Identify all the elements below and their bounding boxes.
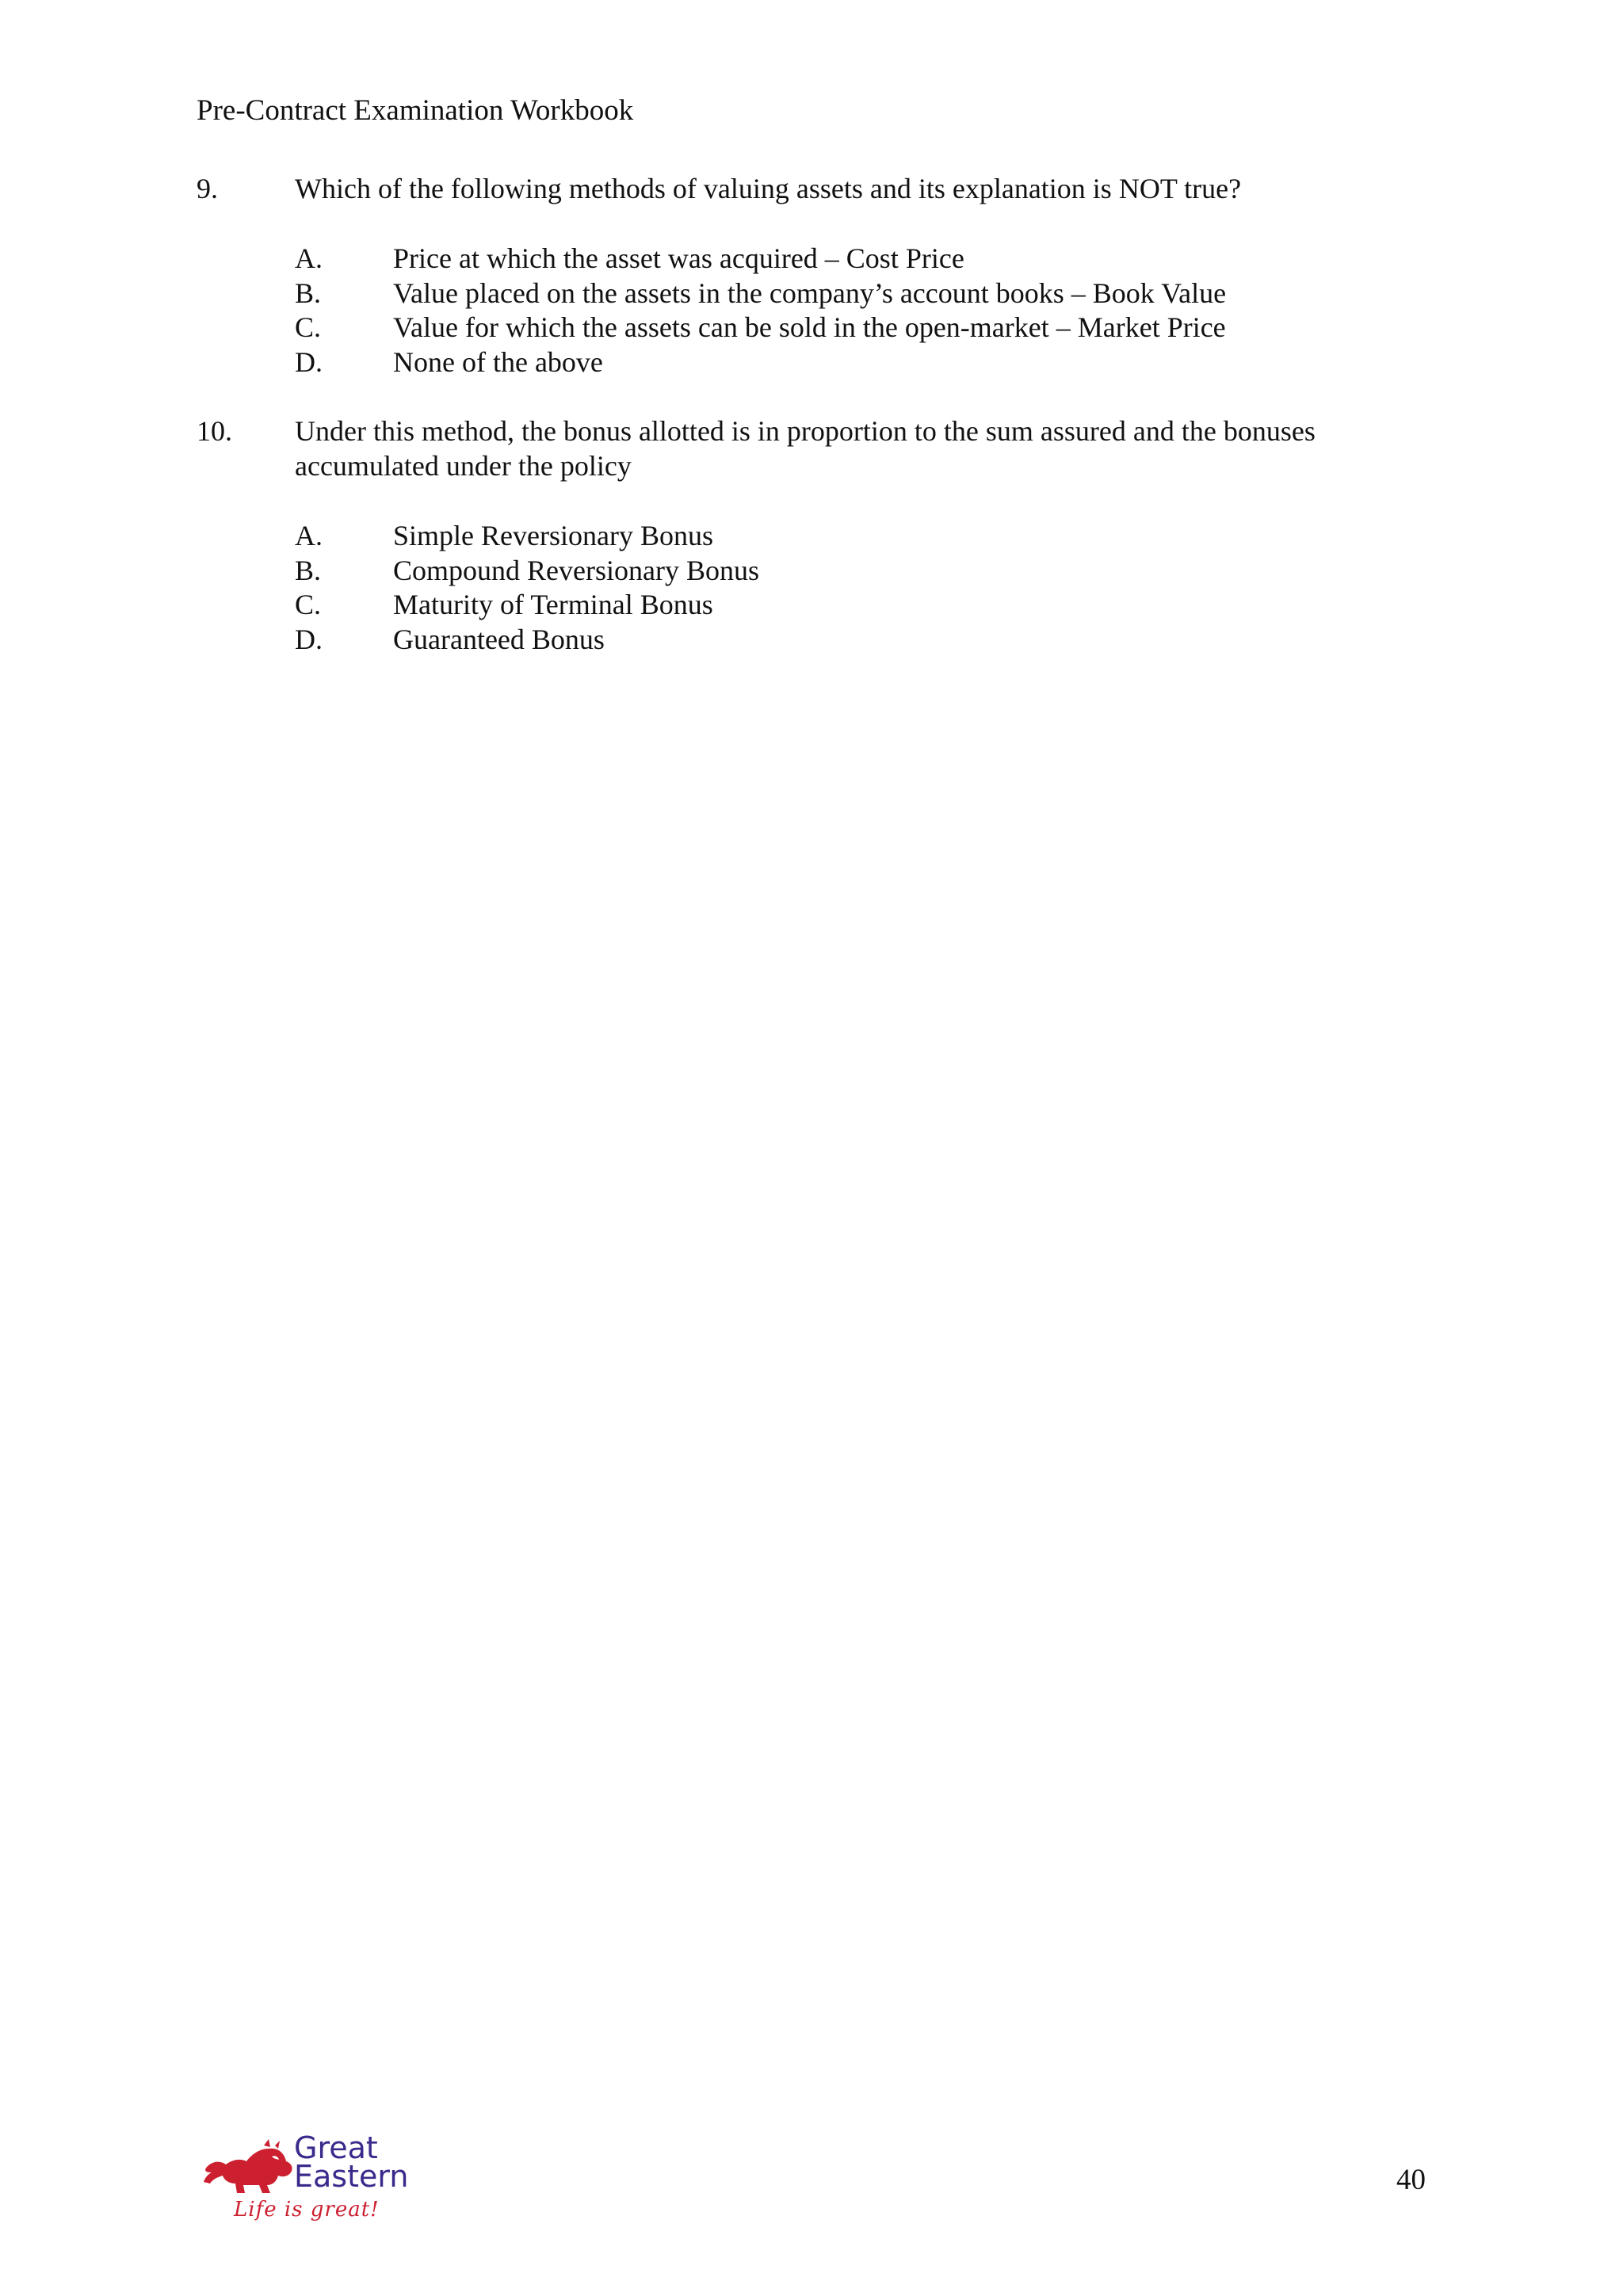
question-text: Which of the following methods of valuing assets and its explanation is NOT true? — [295, 173, 1242, 204]
option-text: Simple Reversionary Bonus — [393, 520, 713, 551]
option-letter: C. — [295, 311, 322, 343]
question-number: 9. — [197, 173, 218, 204]
logo-text-great: Great — [294, 2130, 378, 2165]
option-a — [295, 241, 1433, 276]
option-letter: D. — [295, 345, 323, 378]
option-a — [295, 518, 1433, 553]
page-header-title: Pre-Contract Examination Workbook — [197, 94, 634, 127]
option-letter: B. — [295, 554, 322, 586]
option-b — [295, 276, 1433, 311]
question-number: 10. — [197, 415, 232, 447]
option-d — [295, 345, 1433, 379]
option-c — [295, 587, 1433, 622]
option-text: Value for which the assets can be sold in the open-market – Market Price — [393, 311, 1226, 343]
option-text: Guaranteed Bonus — [393, 623, 605, 655]
option-text: Price at which the asset was acquired – Cost Price — [393, 242, 964, 274]
option-c — [295, 310, 1433, 345]
logo-text-eastern: Eastern — [294, 2159, 409, 2194]
option-letter: B. — [295, 277, 322, 309]
great-eastern-logo — [202, 2131, 416, 2226]
option-letter: C. — [295, 589, 322, 620]
option-letter: A. — [295, 242, 323, 274]
option-d — [295, 622, 1433, 657]
option-letter: D. — [295, 623, 323, 655]
question-text: Under this method, the bonus allotted is in proportion to the sum assured and the bonuses accumulated under the policy — [295, 415, 1316, 482]
answer-options — [295, 518, 1433, 656]
option-b — [295, 553, 1433, 588]
question-row — [197, 414, 1433, 483]
option-text: Value placed on the assets in the company’s account books – Book Value — [393, 277, 1227, 309]
lion-icon — [202, 2138, 297, 2198]
option-text: None of the above — [393, 345, 603, 378]
answer-options — [295, 241, 1433, 379]
question-row — [197, 171, 1433, 206]
option-letter: A. — [295, 520, 323, 551]
page-number: 40 — [1396, 2164, 1426, 2196]
question-9 — [197, 171, 1433, 379]
option-text: Compound Reversionary Bonus — [393, 554, 759, 586]
option-text: Maturity of Terminal Bonus — [393, 589, 713, 620]
question-10 — [197, 414, 1433, 656]
logo-tagline: Life is great! — [234, 2198, 380, 2222]
